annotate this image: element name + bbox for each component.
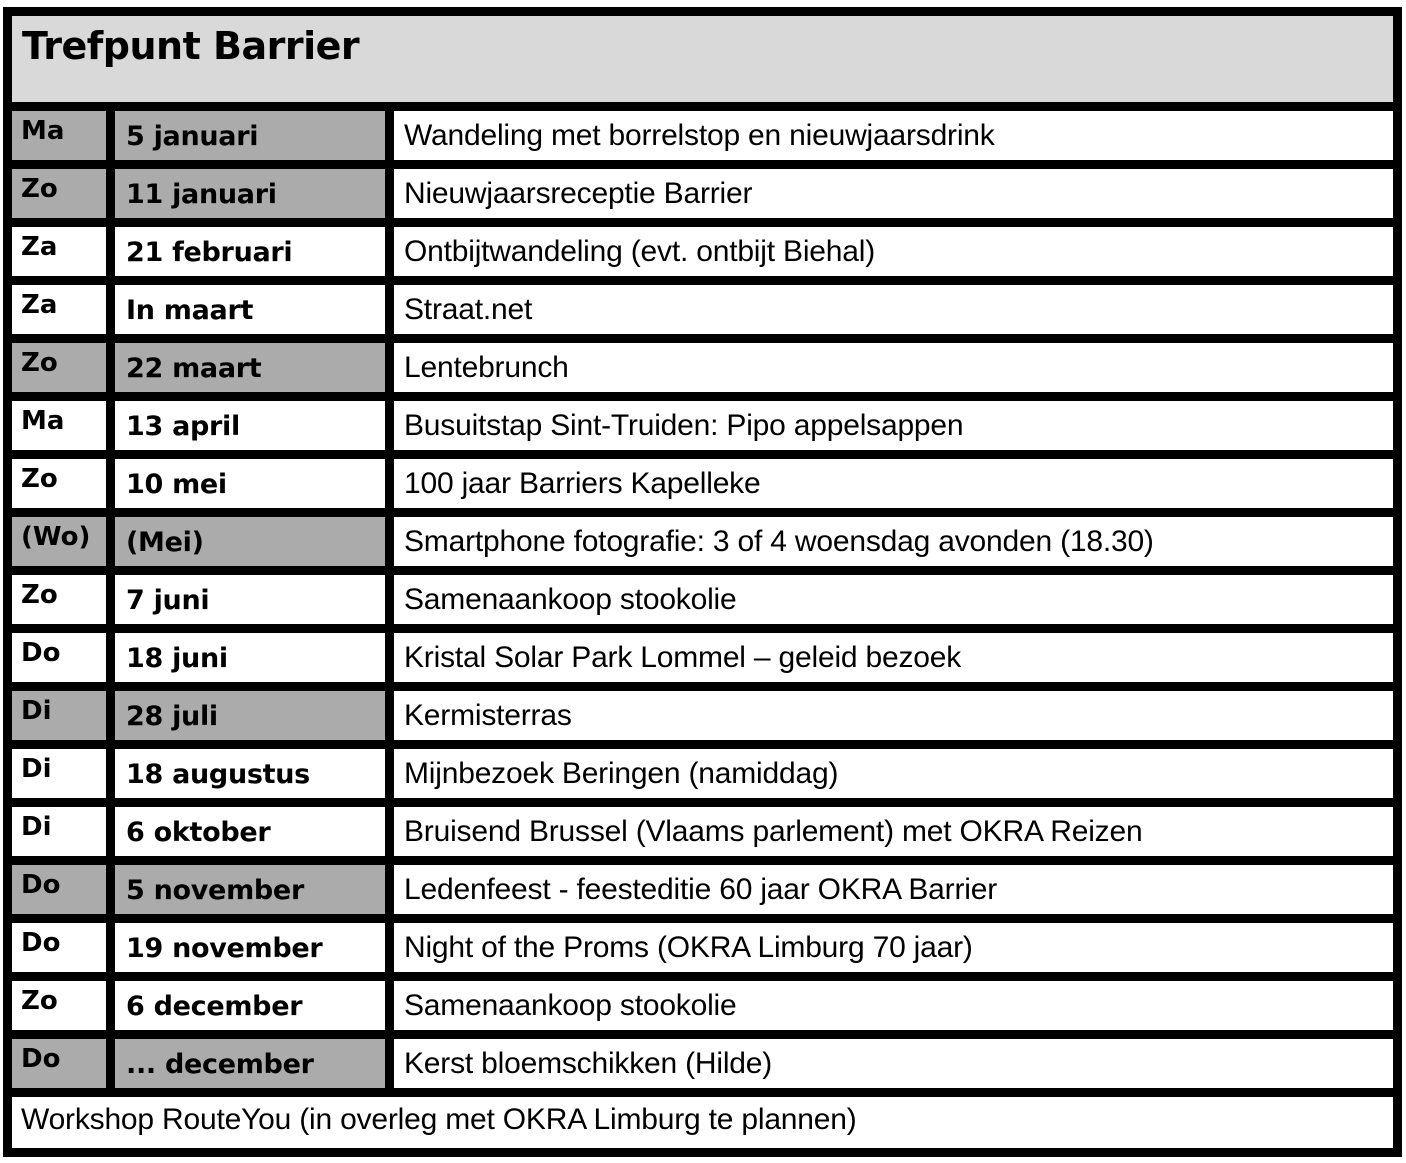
event-cell: Ledenfeest - feesteditie 60 jaar OKRA Barrier — [394, 865, 1393, 914]
table-row — [12, 1039, 1393, 1088]
day-cell: Zo — [12, 981, 106, 1030]
event-cell: Night of the Proms (OKRA Limburg 70 jaar) — [394, 923, 1393, 972]
day-cell: Ma — [12, 401, 106, 450]
event-cell: Wandeling met borrelstop en nieuwjaarsdrink — [394, 111, 1393, 160]
day-cell: Do — [12, 865, 106, 914]
event-cell: 100 jaar Barriers Kapelleke — [394, 459, 1393, 508]
table-row — [12, 807, 1393, 856]
date-cell: 7 juni — [115, 575, 385, 624]
day-cell: Do — [12, 1039, 106, 1088]
table-row — [12, 111, 1393, 160]
day-cell: Do — [12, 923, 106, 972]
day-cell: Ma — [12, 111, 106, 160]
table-row — [12, 865, 1393, 914]
table-row — [12, 459, 1393, 508]
date-cell: 18 juni — [115, 633, 385, 682]
date-cell: 5 november — [115, 865, 385, 914]
date-cell: 21 februari — [115, 227, 385, 276]
event-cell: Straat.net — [394, 285, 1393, 334]
day-cell: (Wo) — [12, 517, 106, 566]
event-cell: Kermisterras — [394, 691, 1393, 740]
table-title: Trefpunt Barrier — [12, 16, 1393, 102]
table-row — [12, 575, 1393, 624]
table-row — [12, 633, 1393, 682]
table-row — [12, 227, 1393, 276]
date-cell: 28 juli — [115, 691, 385, 740]
table-row — [12, 401, 1393, 450]
date-cell: In maart — [115, 285, 385, 334]
event-cell: Mijnbezoek Beringen (namiddag) — [394, 749, 1393, 798]
day-cell: Zo — [12, 459, 106, 508]
date-cell: 10 mei — [115, 459, 385, 508]
date-cell: 13 april — [115, 401, 385, 450]
event-cell: Lentebrunch — [394, 343, 1393, 392]
table-row — [12, 169, 1393, 218]
event-cell: Smartphone fotografie: 3 of 4 woensdag avonden (18.30) — [394, 517, 1393, 566]
activity-calendar-table — [3, 7, 1402, 1157]
day-cell: Di — [12, 807, 106, 856]
event-cell: Samenaankoop stookolie — [394, 981, 1393, 1030]
table-row — [12, 923, 1393, 972]
event-cell: Ontbijtwandeling (evt. ontbijt Biehal) — [394, 227, 1393, 276]
day-cell: Zo — [12, 575, 106, 624]
table-row — [12, 981, 1393, 1030]
day-cell: Za — [12, 227, 106, 276]
day-cell: Za — [12, 285, 106, 334]
event-cell: Kristal Solar Park Lommel – geleid bezoek — [394, 633, 1393, 682]
day-cell: Di — [12, 691, 106, 740]
table-row — [12, 517, 1393, 566]
date-cell: 19 november — [115, 923, 385, 972]
date-cell: 18 augustus — [115, 749, 385, 798]
table-row — [12, 285, 1393, 334]
table-row — [12, 749, 1393, 798]
day-cell: Do — [12, 633, 106, 682]
date-cell: (Mei) — [115, 517, 385, 566]
day-cell: Di — [12, 749, 106, 798]
date-cell: 11 januari — [115, 169, 385, 218]
day-cell: Zo — [12, 169, 106, 218]
table-row — [12, 691, 1393, 740]
event-cell: Busuitstap Sint-Truiden: Pipo appelsappen — [394, 401, 1393, 450]
table-row — [12, 343, 1393, 392]
event-cell: Nieuwjaarsreceptie Barrier — [394, 169, 1393, 218]
event-cell: Kerst bloemschikken (Hilde) — [394, 1039, 1393, 1088]
event-cell: Bruisend Brussel (Vlaams parlement) met OKRA Reizen — [394, 807, 1393, 856]
date-cell: 6 december — [115, 981, 385, 1030]
date-cell: 5 januari — [115, 111, 385, 160]
date-cell: ... december — [115, 1039, 385, 1088]
footer-note: Workshop RouteYou (in overleg met OKRA Limburg te plannen) — [12, 1097, 1393, 1148]
day-cell: Zo — [12, 343, 106, 392]
event-cell: Samenaankoop stookolie — [394, 575, 1393, 624]
date-cell: 6 oktober — [115, 807, 385, 856]
date-cell: 22 maart — [115, 343, 385, 392]
